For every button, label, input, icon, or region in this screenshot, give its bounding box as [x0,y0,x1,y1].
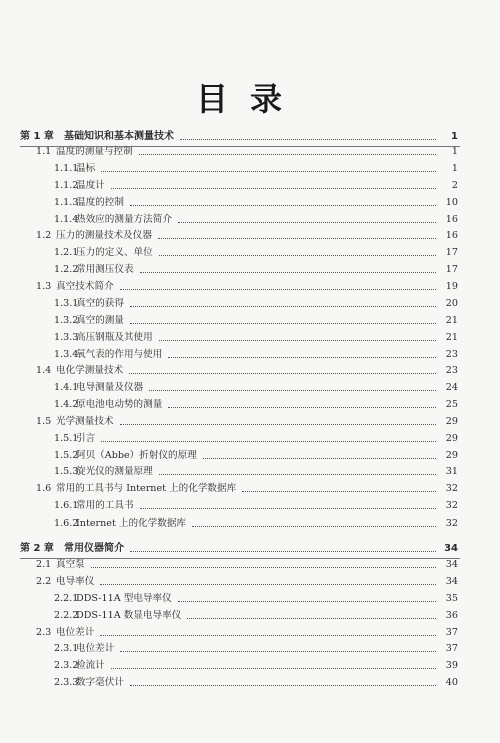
toc-title: Internet 上的化学数据库 [76,518,187,529]
toc-title: 温度的控制 [76,197,124,208]
toc-title: 真空泵 [56,559,85,570]
toc-page-number: 24 [445,382,458,393]
toc-leader-dots [139,154,436,155]
toc-title: 电化学测量技术 [56,365,124,376]
toc-number: 2.2.2 [54,610,79,621]
toc-title: 氧气表的作用与使用 [76,349,163,360]
toc-subsection-row[interactable] [0,195,500,211]
toc-leader-dots [130,306,436,307]
toc-leader-dots [111,188,436,189]
toc-title: 常用的工具书 [76,500,134,511]
toc-subsection-row[interactable] [0,178,500,194]
toc-number: 1.4.2 [54,399,79,410]
toc-number: 1.3.4 [54,349,79,360]
toc-title: 电导率仪 [56,576,95,587]
toc-page-number: 16 [445,214,458,225]
toc-number: 1.5 [36,416,52,427]
toc-number: 1.1.3 [54,197,79,208]
toc-subsection-row[interactable] [0,591,500,607]
toc-number: 第 1 章 [20,131,54,142]
toc-page-number: 19 [445,281,458,292]
toc-subsection-row[interactable] [0,641,500,657]
toc-page-number: 36 [445,610,458,621]
toc-page-number: 21 [445,332,458,343]
toc-title: 检流计 [76,660,105,671]
toc-number: 2.3.1 [54,643,79,654]
toc-section-row[interactable] [0,557,500,573]
toc-subsection-row[interactable] [0,516,500,532]
toc-leader-dots [100,584,436,585]
toc-number: 1.1.4 [54,214,79,225]
toc-title: 电位差计 [56,627,95,638]
toc-leader-dots [120,289,436,290]
toc-page-number: 35 [445,593,458,604]
toc-title: 常用测压仪表 [76,264,134,275]
toc-number: 2.3.2 [54,660,79,671]
toc-title: 常用仪器简介 [64,543,124,554]
toc-page-number: 17 [445,247,458,258]
toc-title: 常用的工具书与 Internet 上的化学数据库 [56,483,237,494]
toc-subsection-row[interactable] [0,498,500,514]
toc-leader-dots [100,635,436,636]
toc-number: 1.1 [36,146,52,157]
toc-title: 真空技术简介 [56,281,114,292]
toc-leader-dots [149,390,436,391]
toc-page-number: 34 [445,576,458,587]
toc-page-number: 20 [445,298,458,309]
toc-leader-dots [130,323,436,324]
toc-title: 电导测量及仪器 [76,382,144,393]
toc-page-number: 40 [445,677,458,688]
toc-page-number: 29 [445,433,458,444]
toc-number: 1.5.2 [54,450,79,461]
toc-subsection-row[interactable] [0,380,500,396]
toc-leader-dots [178,601,436,602]
toc-subsection-row[interactable] [0,347,500,363]
toc-number: 1.2.2 [54,264,79,275]
toc-number: 1.3.3 [54,332,79,343]
toc-leader-dots [140,508,436,509]
toc-page-number: 32 [445,483,458,494]
toc-page-number: 17 [445,264,458,275]
toc-number: 2.2 [36,576,52,587]
toc-page-number: 23 [445,349,458,360]
toc-title: 真空的获得 [76,298,124,309]
toc-title: 压力的测量技术及仪器 [56,230,152,241]
toc-subsection-row[interactable] [0,464,500,480]
toc-page-number: 31 [445,466,458,477]
toc-leader-dots [192,526,436,527]
toc-leader-dots [168,407,436,408]
toc-number: 1.2.1 [54,247,79,258]
toc-title: 基础知识和基本测量技术 [64,131,174,142]
toc-page-number: 10 [445,197,458,208]
toc-page-number: 1 [451,131,458,142]
toc-subsection-row[interactable] [0,448,500,464]
toc-page-number: 32 [445,500,458,511]
toc-leader-dots [101,441,436,442]
toc-title: DDS-11A 数显电导率仪 [76,610,182,621]
page-title: 目录 [195,80,304,118]
toc-number: 2.2.1 [54,593,79,604]
toc-leader-dots [101,171,436,172]
toc-title: 温度的测量与控制 [56,146,133,157]
toc-number: 1.1.1 [54,163,79,174]
toc-subsection-row[interactable] [0,296,500,312]
toc-leader-dots [140,272,436,273]
toc-page-number: 39 [445,660,458,671]
toc-section-row[interactable] [0,414,500,430]
toc-section-row[interactable] [0,574,500,590]
toc-leader-dots [159,255,436,256]
toc-number: 第 2 章 [20,543,54,554]
toc-title: 热效应的测量方法简介 [76,214,172,225]
toc-page-number: 29 [445,416,458,427]
toc-section-row[interactable] [0,279,500,295]
toc-chapter-row[interactable] [0,541,500,557]
toc-number: 1.4.1 [54,382,79,393]
toc-leader-dots [111,668,436,669]
toc-subsection-row[interactable] [0,431,500,447]
toc-leader-dots [168,357,436,358]
toc-leader-dots [159,340,436,341]
toc-subsection-row[interactable] [0,397,500,413]
toc-leader-dots [203,458,436,459]
chapter-rule [20,146,460,147]
toc-number: 1.5.3 [54,466,79,477]
toc-leader-dots [91,567,436,568]
toc-leader-dots [129,373,436,374]
toc-section-row[interactable] [0,228,500,244]
toc-title: 温度计 [76,180,105,191]
toc-page-number: 32 [445,518,458,529]
toc-subsection-row[interactable] [0,608,500,624]
toc-page-number: 37 [445,627,458,638]
toc-number: 2.3 [36,627,52,638]
toc-title: 电位差计 [76,643,115,654]
toc-number: 2.3.3 [54,677,79,688]
toc-subsection-row[interactable] [0,262,500,278]
toc-page-number: 16 [445,230,458,241]
toc-leader-dots [120,651,436,652]
toc-number: 1.3 [36,281,52,292]
toc-page-number: 29 [445,450,458,461]
toc-subsection-row[interactable] [0,313,500,329]
chapter-rule [20,558,460,559]
toc-title: 压力的定义、单位 [76,247,153,258]
toc-page-number: 21 [445,315,458,326]
toc-leader-dots [158,238,436,239]
toc-subsection-row[interactable] [0,330,500,346]
toc-leader-dots [187,618,436,619]
toc-leader-dots [130,685,436,686]
toc-leader-dots [180,139,436,140]
toc-subsection-row[interactable] [0,658,500,674]
toc-subsection-row[interactable] [0,212,500,228]
toc-leader-dots [130,551,436,552]
toc-leader-dots [159,474,436,475]
toc-leader-dots [130,205,436,206]
toc-subsection-row[interactable] [0,245,500,261]
toc-section-row[interactable] [0,481,500,497]
toc-page-number: 23 [445,365,458,376]
toc-title: 数字毫伏计 [76,677,124,688]
toc-page-number: 37 [445,643,458,654]
toc-title: 光学测量技术 [56,416,114,427]
toc-number: 1.5.1 [54,433,79,444]
toc-leader-dots [178,222,436,223]
toc-title: 高压钢瓶及其使用 [76,332,153,343]
toc-title: 真空的测量 [76,315,124,326]
toc-number: 2.1 [36,559,52,570]
toc-section-row[interactable] [0,625,500,641]
toc-section-row[interactable] [0,363,500,379]
toc-page-number: 25 [445,399,458,410]
toc-title: 旋光仪的测量原理 [76,466,153,477]
toc-number: 1.6.1 [54,500,79,511]
toc-page-number: 34 [444,543,458,554]
toc-number: 1.6 [36,483,52,494]
toc-number: 1.1.2 [54,180,79,191]
toc-title: DDS-11A 型电导率仪 [76,593,172,604]
toc-title: 温标 [76,163,96,174]
toc-number: 1.3.2 [54,315,79,326]
toc-leader-dots [120,424,436,425]
toc-page-number: 1 [451,163,458,174]
toc-number: 1.6.2 [54,518,79,529]
toc-number: 1.4 [36,365,52,376]
toc-number: 1.2 [36,230,52,241]
toc-title: 原电池电动势的测量 [76,399,163,410]
toc-number: 1.3.1 [54,298,79,309]
toc-title: 阿贝（Abbe）折射仪的原理 [76,450,197,461]
toc-subsection-row[interactable] [0,161,500,177]
toc-page-number: 1 [451,146,458,157]
toc-page-number: 2 [451,180,458,191]
toc-subsection-row[interactable] [0,675,500,691]
toc-title: 引言 [76,433,96,444]
toc-leader-dots [242,491,436,492]
toc-page-number: 34 [445,559,458,570]
toc-chapter-row[interactable] [0,129,500,145]
